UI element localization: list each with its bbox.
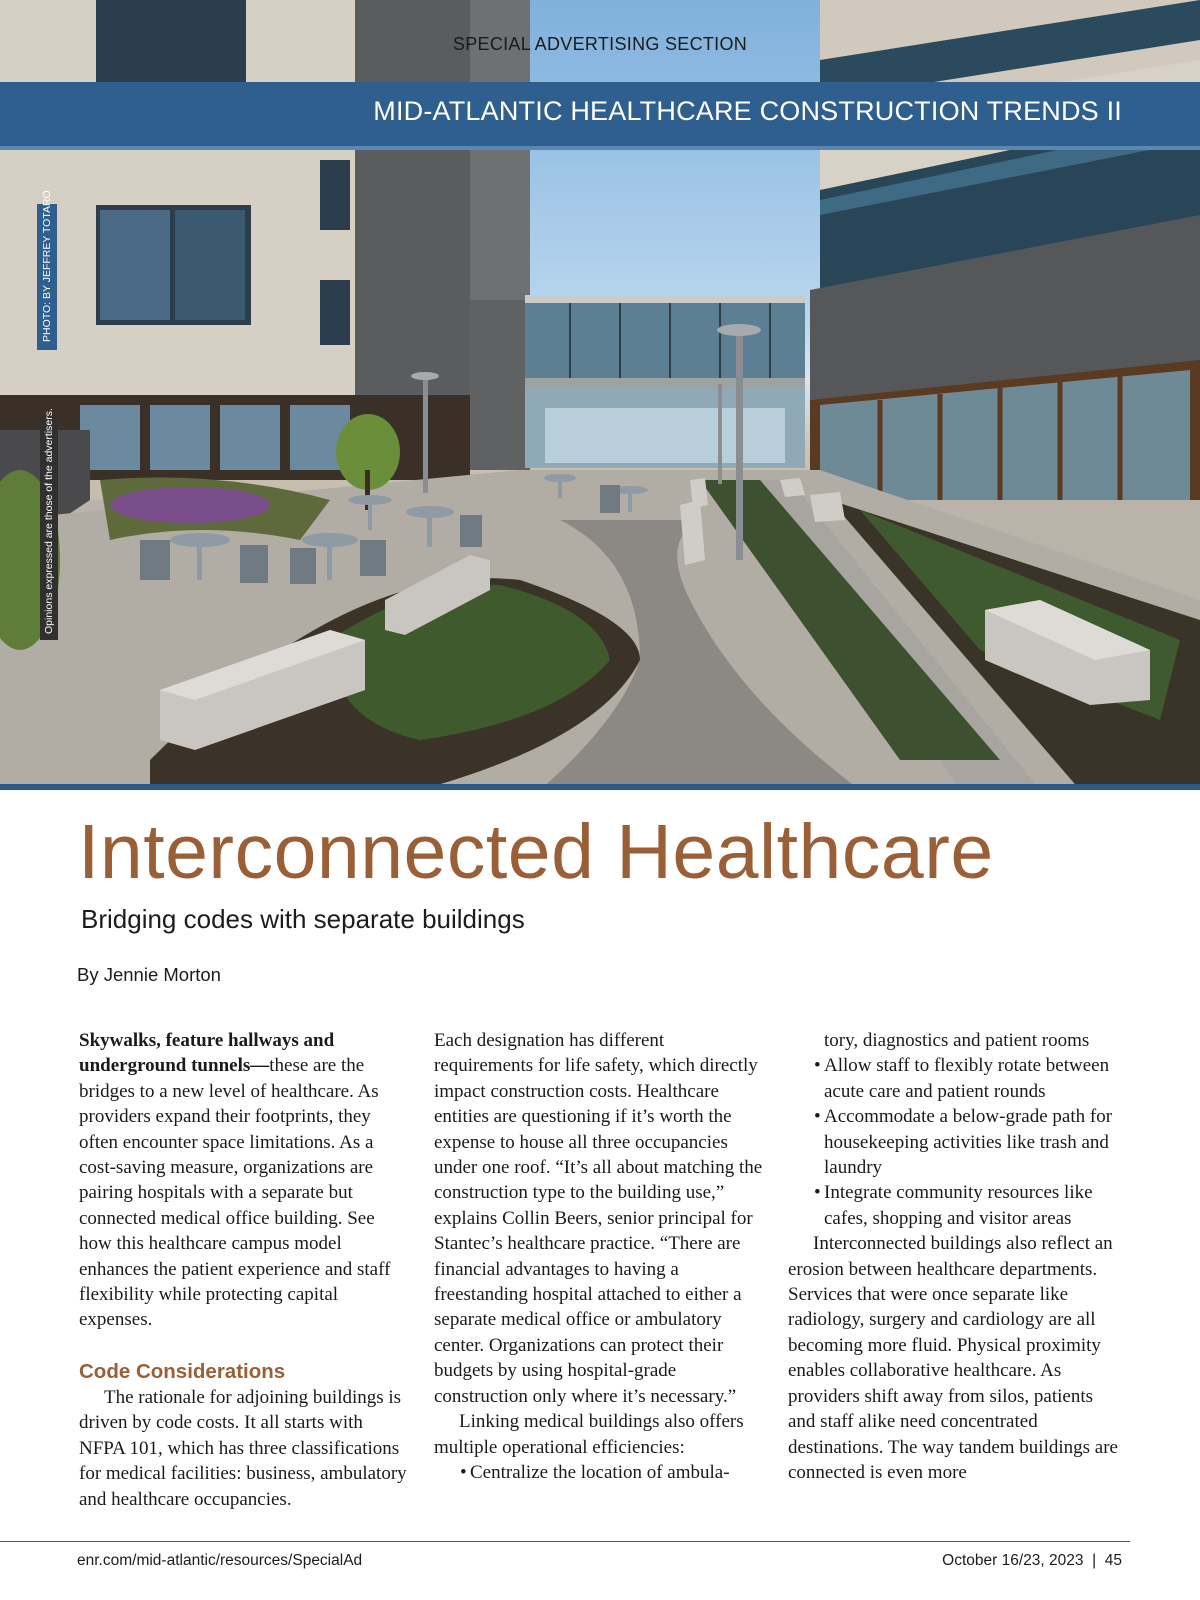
bullet-symbol: •: [814, 1055, 821, 1077]
bullet-symbol: •: [814, 1106, 821, 1128]
list-item-text: Accommodate a below-grade path for housekeeping activities like trash and laundry: [824, 1106, 1113, 1179]
section-banner: [0, 82, 1200, 150]
list-item-text: Integrate community resources like cafes, shopping and visitor areas: [824, 1182, 1093, 1229]
intro-lead: Skywalks, feature hallways and underground tunnels—: [79, 1030, 335, 1077]
footer-date-page: October 16/23, 2023 | 45: [942, 1552, 1122, 1569]
list-item-text: Allow staff to flexibly rotate between acute care and patient rounds: [824, 1055, 1110, 1102]
footer-url: enr.com/mid-atlantic/resources/SpecialAd: [77, 1552, 363, 1569]
article-column-1: [79, 1028, 409, 1512]
hero-bottom-rule: [0, 784, 1200, 790]
article-column-2: [434, 1028, 764, 1485]
list-item-continuation: tory, diagnostics and patient rooms: [824, 1030, 1090, 1051]
section-title: MID-ATLANTIC HEALTHCARE CONSTRUCTION TRENDS II: [373, 96, 1122, 126]
intro-text: these are the bridges to a new level of healthcare. As providers expand their footprints, they often encounter space limitations. As a cost-saving measure, organizations are pairing hospitals with a separate but connected medical office building. See how this healthcare campus model enhances the patient experience and staff flexibility while protecting capital expenses.: [79, 1055, 391, 1331]
article-title: Interconnected Healthcare: [78, 809, 994, 895]
section-heading-code: Code Considerations: [79, 1359, 286, 1383]
linking-paragraph: Linking medical buildings also offers multiple operational efficiencies:: [434, 1411, 744, 1458]
erosion-paragraph: Interconnected buildings also reflect an erosion between healthcare departments. Services that were once separate like radiology, surgery and cardiology are all becoming more fluid. Physical proximity enables collaborative healthcare. As providers shift away from silos, patients and staff alike need concentrated destinations. The way tandem buildings are connected is even more: [788, 1233, 1118, 1483]
article-subtitle: Bridging codes with separate buildings: [81, 904, 525, 934]
designation-paragraph: Each designation has different requirements for life safety, which directly impact construction costs. Healthcare entities are questioning if it’s worth the expense to house all three occupancies under one roof. “It’s all about matching the construction type to the building use,” explains Collin Beers, senior principal for Stantec’s healthcare practice. “There are financial advantages to having a freestanding hospital attached to either a separate medical office or ambulatory center. Organizations can protect their budgets by using hospital-grade construction only where it’s necessary.”: [434, 1030, 763, 1407]
code-paragraph: The rationale for adjoining buildings is driven by code costs. It all starts with NFPA 101, which has three classifications for medical facilities: business, ambulatory and healthcare occupancies.: [79, 1386, 407, 1510]
intro-paragraph: [79, 1028, 409, 1333]
advertiser-disclaimer: Opinions expressed are those of the advertisers.: [40, 418, 58, 640]
special-advertising-label: SPECIAL ADVERTISING SECTION: [452, 34, 748, 54]
article-column-3: [788, 1028, 1123, 1485]
list-item: [788, 1104, 1123, 1180]
efficiency-list-start: [434, 1460, 764, 1485]
list-item: [788, 1180, 1123, 1231]
bullet-symbol: •: [460, 1461, 467, 1483]
list-item-text: Centralize the location of ambula-: [470, 1461, 730, 1483]
photo-credit: PHOTO: BY JEFFREY TOTARO: [37, 204, 57, 350]
list-item: [788, 1053, 1123, 1104]
bullet-symbol: •: [814, 1182, 821, 1204]
list-item: [434, 1460, 764, 1485]
article-byline: By Jennie Morton: [77, 964, 221, 985]
efficiency-list: [788, 1053, 1123, 1231]
footer-divider: [0, 1541, 1130, 1542]
